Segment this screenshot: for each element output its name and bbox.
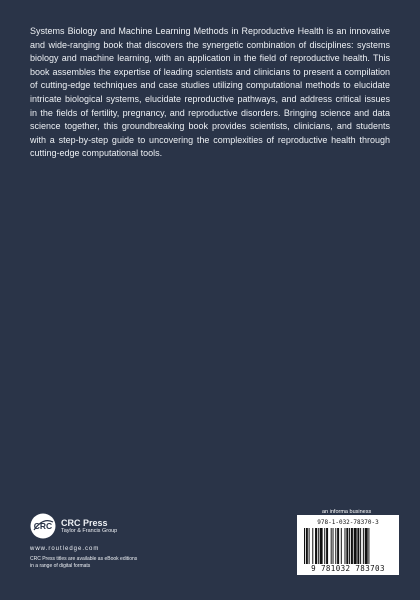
barcode-bar	[360, 528, 361, 564]
isbn-number: 978-1-032-78370-3	[317, 519, 379, 526]
barcode-bar	[304, 528, 305, 564]
barcode-bar	[354, 528, 357, 564]
ebook-note: CRC Press titles are available as eBook editions in a range of digital formats	[30, 556, 138, 569]
barcode-bar	[346, 528, 348, 564]
barcode-bars	[303, 528, 393, 564]
barcode-bar	[344, 528, 345, 564]
book-description: Systems Biology and Machine Learning Methods in Reproductive Health is an innovative and wide-ranging book that discovers the synergetic combination of disciplines: systems biology and machine learning, with an application in the field of reproductive health. This book assembles the expertise of leading scientists and clinicians to present a compilation of cutting-edge techniques and case studies utilizing computational methods to elucidate intricate biological systems, elucidate reproductive pathways, and address critical issues in the fields of fertility, pregnancy, and reproductive disorders. Bringing science and data science together, this groundbreaking book provides scientists, clinicians, and students with a step-by-step guide to uncovering the complexities of reproductive health through cutting-edge computational tools.	[30, 26, 390, 159]
barcode-bar	[333, 528, 334, 564]
barcode-bar	[331, 528, 332, 564]
crc-press-logo-icon	[30, 513, 56, 539]
barcode-bar	[326, 528, 328, 564]
barcode-bar	[335, 528, 336, 564]
barcode-bar	[351, 528, 353, 564]
ean-digits: 9 781032 783703	[311, 564, 385, 573]
barcode-bar	[320, 528, 323, 564]
barcode-bar	[315, 528, 317, 564]
publisher-group: Taylor & Francis Group	[61, 527, 118, 534]
barcode-bar	[324, 528, 325, 564]
barcode-bar	[337, 528, 339, 564]
barcode-bar	[368, 528, 369, 564]
isbn-barcode	[297, 515, 399, 575]
publisher-block	[30, 513, 117, 539]
informa-business-label: an informa business	[322, 509, 372, 515]
barcode-bar	[341, 528, 342, 564]
barcode-bar	[306, 528, 308, 564]
barcode-bar	[357, 528, 359, 564]
barcode-bar	[365, 528, 368, 564]
barcode-bar	[318, 528, 319, 564]
barcode-bar	[349, 528, 350, 564]
logo-text: CRC	[33, 521, 53, 531]
barcode-bar	[363, 528, 364, 564]
barcode-bar	[312, 528, 313, 564]
publisher-name: CRC Press	[61, 517, 108, 528]
publisher-website: www.routledge.com	[30, 546, 100, 552]
barcode-bar	[309, 528, 310, 564]
